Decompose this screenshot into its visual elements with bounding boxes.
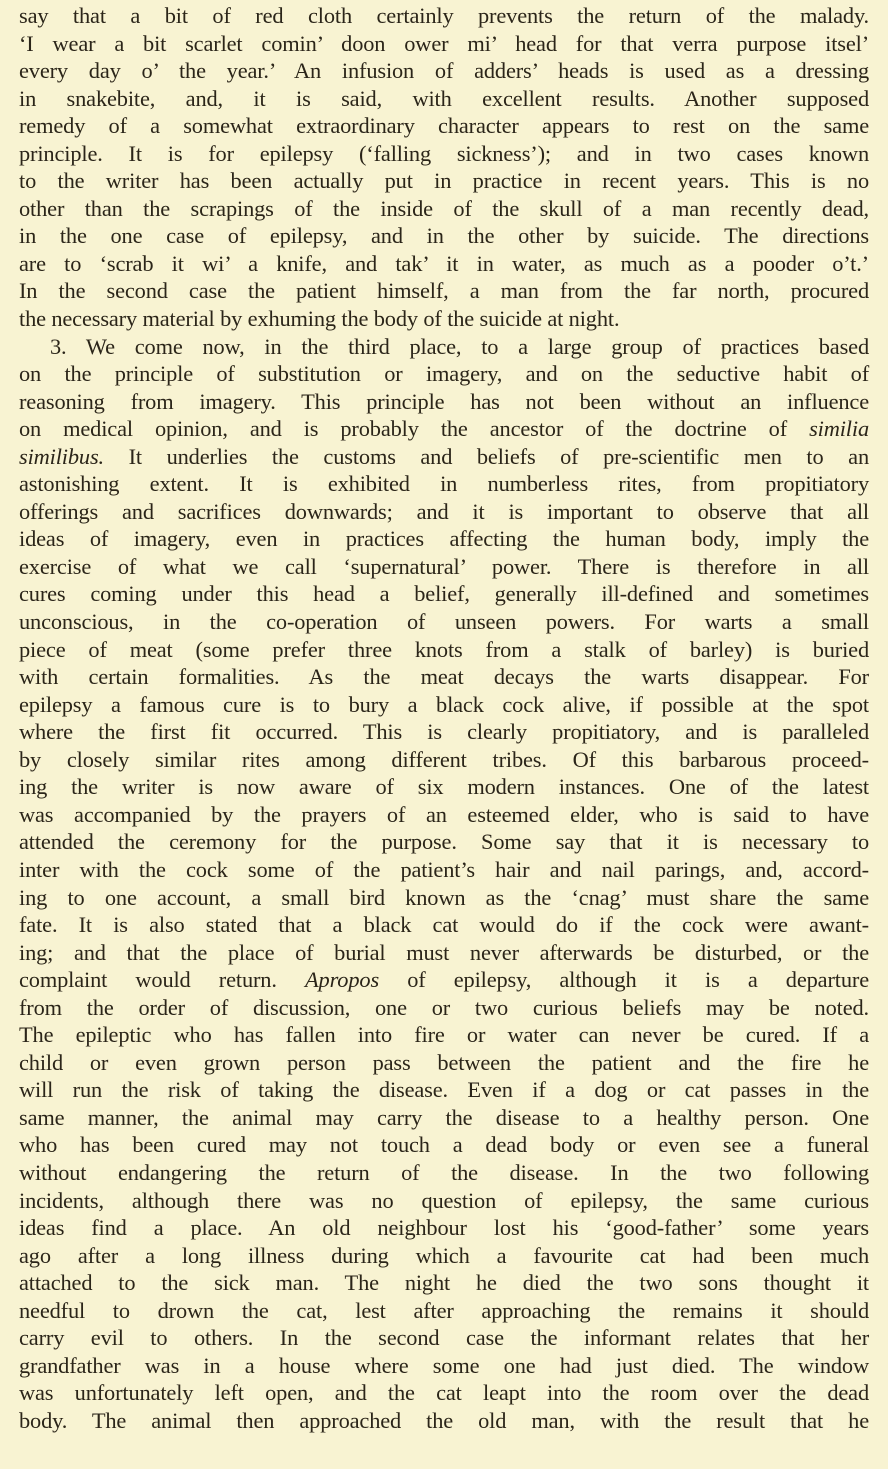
text-line: was unfortunately left open, and the cat leapt into the room over the dead	[19, 1380, 869, 1406]
paragraph	[19, 333, 869, 1435]
text-line: The epileptic who has fallen into fire or water can never be cured. If a	[19, 1022, 869, 1048]
text-line: are to ‘scrab it wi’ a knife, and tak’ it in water, as much as a pooder o’t.’	[19, 250, 869, 276]
text-line: incidents, although there was no question of epilepsy, the same curious	[19, 1187, 869, 1213]
text-line: attended the ceremony for the purpose. Some say that it is necessary to	[19, 829, 869, 855]
text-line: carry evil to others. In the second case the informant relates that her	[19, 1325, 869, 1351]
text-line: fate. It is also stated that a black cat would do if the cock were awant-	[19, 912, 869, 938]
text-line: the necessary material by exhuming the body of the suicide at night.	[19, 306, 620, 332]
text-line: other than the scrapings of the inside of the skull of a man recently dead,	[19, 195, 869, 221]
italic-term: similia	[809, 416, 869, 442]
text-line: cures coming under this head a belief, generally ill-defined and sometimes	[19, 581, 869, 607]
text-line: same manner, the animal may carry the disease to a healthy person. One	[19, 1104, 869, 1130]
text-line: piece of meat (some prefer three knots from a stalk of barley) is buried	[19, 636, 869, 662]
text-line: unconscious, in the co-operation of unseen powers. For warts a small	[19, 609, 869, 635]
text-line: where the first fit occurred. This is clearly propitiatory, and is paralleled	[19, 719, 869, 745]
text-line: similibus. It underlies the customs and beliefs of pre-scientific men to an	[19, 443, 869, 469]
page-text	[19, 2, 869, 1434]
text-line: attached to the sick man. The night he died the two sons thought it	[19, 1270, 869, 1296]
text-line: epilepsy a famous cure is to bury a black cock alive, if possible at the spot	[19, 691, 869, 717]
italic-term: Apropos	[305, 967, 380, 993]
text-line: In the second case the patient himself, a man from the far north, procured	[19, 278, 869, 304]
text-line: by closely similar rites among different tribes. Of this barbarous proceed-	[19, 746, 869, 772]
text-line: every day o’ the year.’ An infusion of adders’ heads is used as a dressing	[19, 58, 869, 84]
text-line: ing the writer is now aware of six modern instances. One of the latest	[19, 774, 869, 800]
text-line: to the writer has been actually put in practice in recent years. This is no	[19, 168, 869, 194]
text-line: astonishing extent. It is exhibited in numberless rites, from propitiatory	[19, 471, 869, 497]
text-line: with certain formalities. As the meat decays the warts disappear. For	[19, 664, 869, 690]
text-line: in the one case of epilepsy, and in the other by suicide. The directions	[19, 223, 869, 249]
text-line: body. The animal then approached the old man, with the result that he	[19, 1407, 869, 1433]
text-line: from the order of discussion, one or two curious beliefs may be noted.	[19, 994, 869, 1020]
text-line: offerings and sacrifices downwards; and it is important to observe that all	[19, 498, 869, 524]
text-line: who has been cured may not touch a dead body or even see a funeral	[19, 1132, 869, 1158]
text-line: remedy of a somewhat extraordinary character appears to rest on the same	[19, 113, 869, 139]
text-line: reasoning from imagery. This principle has not been without an influence	[19, 388, 869, 414]
text-line: ‘I wear a bit scarlet comin’ doon ower mi’ head for that verra purpose itsel’	[19, 30, 869, 56]
text-line: on the principle of substitution or imagery, and on the seductive habit of	[19, 361, 869, 387]
text-line: without endangering the return of the disease. In the two following	[19, 1159, 869, 1185]
text-line: complaint would return. Apropos of epilepsy, although it is a departure	[19, 967, 869, 993]
text-line: grandfather was in a house where some one had just died. The window	[19, 1352, 869, 1378]
text-line: exercise of what we call ‘supernatural’ power. There is therefore in all	[19, 553, 869, 579]
text-line: was accompanied by the prayers of an esteemed elder, who is said to have	[19, 801, 869, 827]
text-line: in snakebite, and, it is said, with excellent results. Another supposed	[19, 85, 869, 111]
text-line: principle. It is for epilepsy (‘falling sickness’); and in two cases known	[19, 140, 869, 166]
paragraph	[19, 2, 869, 333]
text-line: say that a bit of red cloth certainly prevents the return of the malady.	[19, 3, 869, 28]
text-line: on medical opinion, and is probably the ancestor of the doctrine of similia	[19, 416, 869, 442]
text-line: ago after a long illness during which a favourite cat had been much	[19, 1242, 869, 1268]
text-line: ing to one account, a small bird known as the ‘cnag’ must share the same	[19, 884, 869, 910]
text-line: ing; and that the place of burial must never afterwards be disturbed, or the	[19, 939, 869, 965]
italic-term: similibus.	[19, 443, 104, 469]
text-line: 3. We come now, in the third place, to a large group of practices based	[50, 333, 869, 359]
text-line: ideas of imagery, even in practices affecting the human body, imply the	[19, 526, 869, 552]
text-line: will run the risk of taking the disease. Even if a dog or cat passes in the	[19, 1077, 869, 1103]
text-line: inter with the cock some of the patient’s hair and nail parings, and, accord-	[19, 856, 869, 882]
text-line: child or even grown person pass between the patient and the fire he	[19, 1049, 869, 1075]
text-line: needful to drown the cat, lest after approaching the remains it should	[19, 1297, 869, 1323]
text-line: ideas find a place. An old neighbour lost his ‘good-father’ some years	[19, 1215, 869, 1241]
